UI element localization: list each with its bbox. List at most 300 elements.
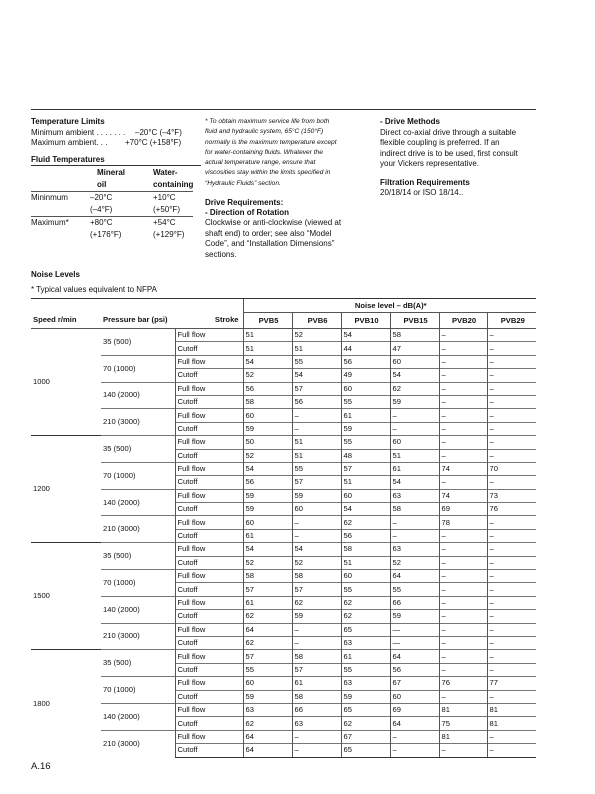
noise-value-cell: 54 [390,476,439,489]
stroke-cell: Cutoff [175,744,243,757]
min-mineral-f: (–4°F) [90,204,113,214]
temperature-note [205,117,375,189]
stroke-cell: Full flow [175,516,243,529]
noise-value-cell: 51 [341,476,390,489]
noise-value-cell: – [439,543,487,556]
pressure-cell: 140 (2000) [101,489,175,516]
noise-value-cell: 58 [341,543,390,556]
model-header: PVB5 [243,313,292,329]
noise-value-cell: – [487,329,536,342]
noise-value-cell: 52 [243,556,292,569]
noise-value-cell: 56 [341,529,390,542]
min-water-f: (+50°F) [153,204,180,214]
stroke-cell: Cutoff [175,663,243,676]
noise-value-cell: 60 [243,677,292,690]
noise-value-cell: 60 [292,503,341,516]
noise-value-cell: – [439,355,487,368]
table-row [31,730,536,743]
noise-value-cell: – [390,409,439,422]
noise-value-cell: 60 [390,355,439,368]
stroke-cell: Cutoff [175,503,243,516]
pressure-cell: 70 (1000) [101,677,175,704]
noise-value-cell: 51 [243,329,292,342]
noise-value-cell: 60 [341,570,390,583]
noise-value-cell: 55 [292,462,341,475]
model-header: PVB10 [341,313,390,329]
noise-value-cell: – [487,395,536,408]
noise-value-cell: 57 [292,663,341,676]
max-label: Maximum* [31,217,87,230]
noise-value-cell: 62 [341,596,390,609]
speed-cell: 1000 [31,329,101,436]
stroke-header: Stroke [175,313,243,329]
noise-value-cell: 51 [292,449,341,462]
note-line: normally is the maximum temperature except [205,138,337,146]
noise-value-cell: 54 [243,355,292,368]
noise-value-cell: 62 [243,717,292,730]
noise-value-cell: 60 [390,436,439,449]
noise-value-cell: – [390,730,439,743]
stroke-cell: Full flow [175,489,243,502]
noise-value-cell: 59 [243,503,292,516]
noise-value-cell: 60 [341,489,390,502]
noise-value-cell: 58 [243,395,292,408]
noise-value-cell: 51 [292,342,341,355]
noise-value-cell: 58 [292,650,341,663]
noise-value-cell: 63 [390,543,439,556]
noise-table-body [31,329,536,758]
temperature-column [31,117,201,241]
noise-value-cell: 65 [341,703,390,716]
noise-value-cell: 69 [439,503,487,516]
min-ambient-row [31,128,201,139]
min-mineral-c: –20°C [87,192,147,205]
pressure-cell: 210 (3000) [101,730,175,757]
noise-value-cell: 81 [439,730,487,743]
noise-value-cell: 63 [243,703,292,716]
text-line: indirect drive is to be used, first consult [380,148,518,158]
model-header: PVB20 [439,313,487,329]
noise-value-cell: 58 [390,503,439,516]
noise-value-cell: 76 [439,677,487,690]
speed-cell: 1200 [31,436,101,543]
noise-value-cell: 56 [341,355,390,368]
table-row [31,355,536,368]
pressure-cell: 70 (1000) [101,355,175,382]
noise-value-cell: – [487,342,536,355]
noise-value-cell: – [439,636,487,649]
noise-value-cell: 66 [390,596,439,609]
noise-value-cell: 61 [243,596,292,609]
noise-value-cell: 60 [390,690,439,703]
noise-value-cell: 51 [292,436,341,449]
noise-value-cell: 61 [341,409,390,422]
noise-value-cell: 59 [390,610,439,623]
noise-value-cell: – [487,409,536,422]
noise-value-cell: 54 [292,543,341,556]
max-ambient-row [31,138,201,149]
stroke-cell: Full flow [175,462,243,475]
noise-value-cell: 67 [341,730,390,743]
noise-value-cell: 64 [390,650,439,663]
noise-value-cell: 54 [292,369,341,382]
noise-value-cell: – [439,382,487,395]
noise-value-cell: 54 [243,462,292,475]
noise-value-cell: 55 [341,663,390,676]
noise-value-cell: 62 [341,610,390,623]
noise-value-cell: – [439,744,487,757]
noise-value-cell: 52 [243,449,292,462]
noise-value-cell: – [439,529,487,542]
noise-value-cell: 55 [292,355,341,368]
noise-value-cell: – [487,556,536,569]
noise-value-cell: 60 [341,382,390,395]
noise-value-cell: 59 [390,395,439,408]
noise-value-cell: 58 [292,690,341,703]
max-water-c: +54°C [147,217,193,230]
noise-value-cell: 64 [390,717,439,730]
stroke-cell: Full flow [175,703,243,716]
noise-value-cell: 59 [341,422,390,435]
noise-value-cell: 63 [292,717,341,730]
noise-value-cell: 63 [390,489,439,502]
noise-value-cell: 59 [341,690,390,703]
noise-value-cell: 60 [243,409,292,422]
noise-value-cell: – [292,409,341,422]
noise-value-cell: 55 [243,663,292,676]
mineral-header-1: Mineral [97,167,126,177]
noise-value-cell: 55 [341,395,390,408]
note-line: “Hydraulic Fluids” section. [205,179,281,187]
noise-value-cell: 64 [243,730,292,743]
noise-value-cell: – [487,529,536,542]
text-line: Clockwise or anti-clockwise (viewed at [205,218,342,228]
noise-value-cell: 67 [390,677,439,690]
noise-value-cell: 81 [487,717,536,730]
table-row [31,329,536,342]
noise-value-cell: – [487,570,536,583]
noise-value-cell: 57 [341,462,390,475]
noise-value-cell: 52 [292,329,341,342]
noise-value-cell: 81 [439,703,487,716]
noise-value-cell: 51 [243,342,292,355]
noise-value-cell: – [487,476,536,489]
noise-value-cell: – [292,744,341,757]
noise-value-cell: 61 [341,650,390,663]
noise-levels-note: * Typical values equivalent to NFPA [31,285,157,294]
noise-value-cell: – [439,556,487,569]
stroke-cell: Cutoff [175,717,243,730]
noise-levels-title: Noise Levels [31,270,80,279]
noise-value-cell: 62 [292,596,341,609]
noise-value-cell: 55 [341,583,390,596]
noise-value-cell: – [487,663,536,676]
noise-value-cell: 59 [292,610,341,623]
stroke-cell: Full flow [175,382,243,395]
noise-value-cell: 63 [341,636,390,649]
noise-value-cell: 69 [390,703,439,716]
noise-value-cell: – [292,636,341,649]
stroke-cell: Cutoff [175,476,243,489]
table-row [31,570,536,583]
note-line: actual temperature range, ensure that [205,159,316,167]
noise-value-cell: 66 [292,703,341,716]
noise-value-cell: – [487,543,536,556]
table-row [31,436,536,449]
noise-value-cell: 56 [243,382,292,395]
note-line: viscosities stay within the limits specified in [205,169,331,177]
pressure-cell: 35 (500) [101,543,175,570]
noise-value-cell: 75 [439,717,487,730]
noise-value-cell: 57 [292,476,341,489]
max-water-f: (+129°F) [153,229,185,239]
pressure-cell: 210 (3000) [101,516,175,543]
max-mineral-c: +80°C [87,217,147,230]
noise-value-cell: 70 [487,462,536,475]
noise-value-cell: 59 [243,690,292,703]
noise-value-cell: – [487,422,536,435]
stroke-cell: Full flow [175,409,243,422]
noise-value-cell: 64 [390,570,439,583]
water-header-1: Water- [153,167,178,177]
fluid-heading: Fluid Temperatures [31,155,201,167]
speed-cell: 1800 [31,650,101,757]
noise-value-cell: – [439,342,487,355]
noise-value-cell: – [439,395,487,408]
text-line: your Vickers representative. [380,159,480,168]
max-mineral-f: (+176°F) [90,229,122,239]
noise-value-cell: – [487,382,536,395]
model-header: PVB29 [487,313,536,329]
page-number: A.16 [31,761,51,772]
pressure-cell: 140 (2000) [101,703,175,730]
water-header-2: containing [153,179,194,189]
table-row [31,543,536,556]
noise-value-cell: 58 [292,570,341,583]
noise-value-cell: 57 [243,650,292,663]
noise-value-cell: – [390,744,439,757]
noise-value-cell: 51 [390,449,439,462]
noise-value-cell: – [487,690,536,703]
table-row [31,703,536,716]
noise-value-cell: — [390,623,439,636]
noise-value-cell: 47 [390,342,439,355]
stroke-cell: Full flow [175,355,243,368]
noise-value-cell: – [439,436,487,449]
noise-value-cell: – [439,409,487,422]
noise-value-cell: – [390,516,439,529]
noise-value-cell: 62 [390,382,439,395]
min-ambient-label: Minimum ambient . . . . . . . [31,127,126,137]
pressure-cell: 70 (1000) [101,570,175,597]
table-row [31,489,536,502]
noise-value-cell: 56 [292,395,341,408]
noise-value-cell: 60 [243,516,292,529]
noise-value-cell: – [487,516,536,529]
noise-value-cell: 55 [341,436,390,449]
noise-value-cell: – [439,449,487,462]
noise-table [31,298,536,758]
stroke-cell: Full flow [175,329,243,342]
drive-methods-heading: - Drive Methods [380,117,441,126]
noise-value-cell: 73 [487,489,536,502]
noise-value-cell: – [439,329,487,342]
fluid-temperatures [31,155,201,242]
pressure-cell: 35 (500) [101,329,175,356]
noise-value-cell: – [487,610,536,623]
noise-value-cell: 62 [243,610,292,623]
noise-value-cell: – [439,570,487,583]
pressure-cell: 210 (3000) [101,409,175,436]
noise-value-cell: – [292,529,341,542]
noise-value-cell: 59 [243,422,292,435]
drive-requirements-heading: Drive Requirements: [205,198,284,208]
noise-value-cell: – [292,623,341,636]
noise-value-cell: — [390,636,439,649]
noise-value-cell: – [487,636,536,649]
stroke-cell: Full flow [175,623,243,636]
text-line: Code”, and “Installation Dimensions” [205,239,335,249]
noise-value-cell: – [439,476,487,489]
min-label: Mininmum [31,192,87,205]
speed-cell: 1500 [31,543,101,650]
model-header: PVB15 [390,313,439,329]
noise-value-cell: – [439,610,487,623]
table-row [31,623,536,636]
noise-value-cell: 61 [390,462,439,475]
drive-requirements [205,198,375,260]
stroke-cell: Full flow [175,730,243,743]
noise-value-cell: 65 [341,744,390,757]
stroke-cell: Full flow [175,436,243,449]
noise-value-cell: 52 [292,556,341,569]
noise-value-cell: 55 [390,583,439,596]
table-row [31,462,536,475]
max-ambient-value: +70°C (+158°F) [125,138,182,147]
stroke-cell: Cutoff [175,449,243,462]
noise-value-cell: – [487,436,536,449]
rotation-subheading: - Direction of Rotation [205,208,289,218]
noise-value-cell: – [439,623,487,636]
noise-value-cell: 54 [341,329,390,342]
pressure-cell: 210 (3000) [101,623,175,650]
noise-value-cell: 62 [341,717,390,730]
min-ambient-value: –20°C (–4°F) [135,127,182,137]
pressure-cell: 140 (2000) [101,596,175,623]
noise-value-cell: 57 [292,583,341,596]
noise-value-cell: 63 [341,677,390,690]
noise-value-cell: 64 [243,744,292,757]
pressure-header: Pressure bar (psi) [101,313,175,329]
noise-value-cell: – [292,422,341,435]
top-rule [31,109,536,110]
table-row [31,516,536,529]
noise-value-cell: – [487,449,536,462]
noise-value-cell: – [390,529,439,542]
stroke-cell: Cutoff [175,422,243,435]
noise-value-cell: – [439,583,487,596]
noise-value-cell: 54 [243,543,292,556]
note-line: * To obtain maximum service life from both [205,118,330,125]
table-row [31,382,536,395]
noise-value-cell: 61 [243,529,292,542]
noise-value-cell: 56 [390,663,439,676]
pressure-cell: 70 (1000) [101,462,175,489]
noise-value-cell: – [487,596,536,609]
noise-value-cell: 59 [243,489,292,502]
note-line: for water-containing fluids. Whatever the [205,148,323,156]
noise-value-cell: – [487,650,536,663]
noise-value-cell: 74 [439,489,487,502]
noise-value-cell: 81 [487,703,536,716]
noise-level-header: Noise level – dB(A)* [243,299,536,313]
stroke-cell: Cutoff [175,583,243,596]
noise-value-cell: – [487,355,536,368]
noise-value-cell: – [292,730,341,743]
noise-value-cell: – [292,516,341,529]
table-row [31,650,536,663]
noise-value-cell: 54 [390,369,439,382]
noise-value-cell: 77 [487,677,536,690]
noise-value-cell: 65 [341,623,390,636]
text-line: shaft end) to order; see also “Model [205,228,332,238]
noise-value-cell: 74 [439,462,487,475]
pressure-cell: 35 (500) [101,436,175,463]
noise-value-cell: 76 [487,503,536,516]
stroke-cell: Full flow [175,570,243,583]
noise-value-cell: 62 [341,516,390,529]
pressure-cell: 35 (500) [101,650,175,677]
table-row [31,596,536,609]
drive-column [380,117,540,199]
stroke-cell: Cutoff [175,636,243,649]
stroke-cell: Full flow [175,543,243,556]
noise-value-cell: 57 [292,382,341,395]
noise-value-cell: – [439,369,487,382]
noise-value-cell: 57 [243,583,292,596]
temperature-heading: Temperature Limits [31,117,105,126]
noise-value-cell: – [487,623,536,636]
stroke-cell: Cutoff [175,395,243,408]
noise-value-cell: 52 [390,556,439,569]
noise-value-cell: – [439,690,487,703]
stroke-cell: Full flow [175,677,243,690]
note-line: fluid and hydraulic system, 65°C (150°F) [205,128,324,136]
noise-value-cell: 64 [243,623,292,636]
text-line: sections. [205,249,237,259]
notes-column [205,117,375,260]
max-ambient-label: Maximum ambient. . . [31,138,108,147]
noise-value-cell: – [439,663,487,676]
noise-value-cell: 62 [243,636,292,649]
table-row [31,409,536,422]
rotation-text [205,218,375,260]
stroke-cell: Cutoff [175,369,243,382]
filtration-value: 20/18/14 or ISO 18/14.. [380,188,464,197]
stroke-cell: Cutoff [175,529,243,542]
noise-value-cell: – [439,650,487,663]
noise-value-cell: – [487,583,536,596]
noise-value-cell: 56 [243,476,292,489]
text-line: Direct co-axial drive through a suitable [380,127,517,137]
mineral-header-2: oil [97,179,107,189]
stroke-cell: Cutoff [175,342,243,355]
noise-value-cell: – [487,730,536,743]
stroke-cell: Full flow [175,650,243,663]
noise-value-cell: 58 [243,570,292,583]
stroke-cell: Cutoff [175,610,243,623]
fluid-table [31,167,193,241]
